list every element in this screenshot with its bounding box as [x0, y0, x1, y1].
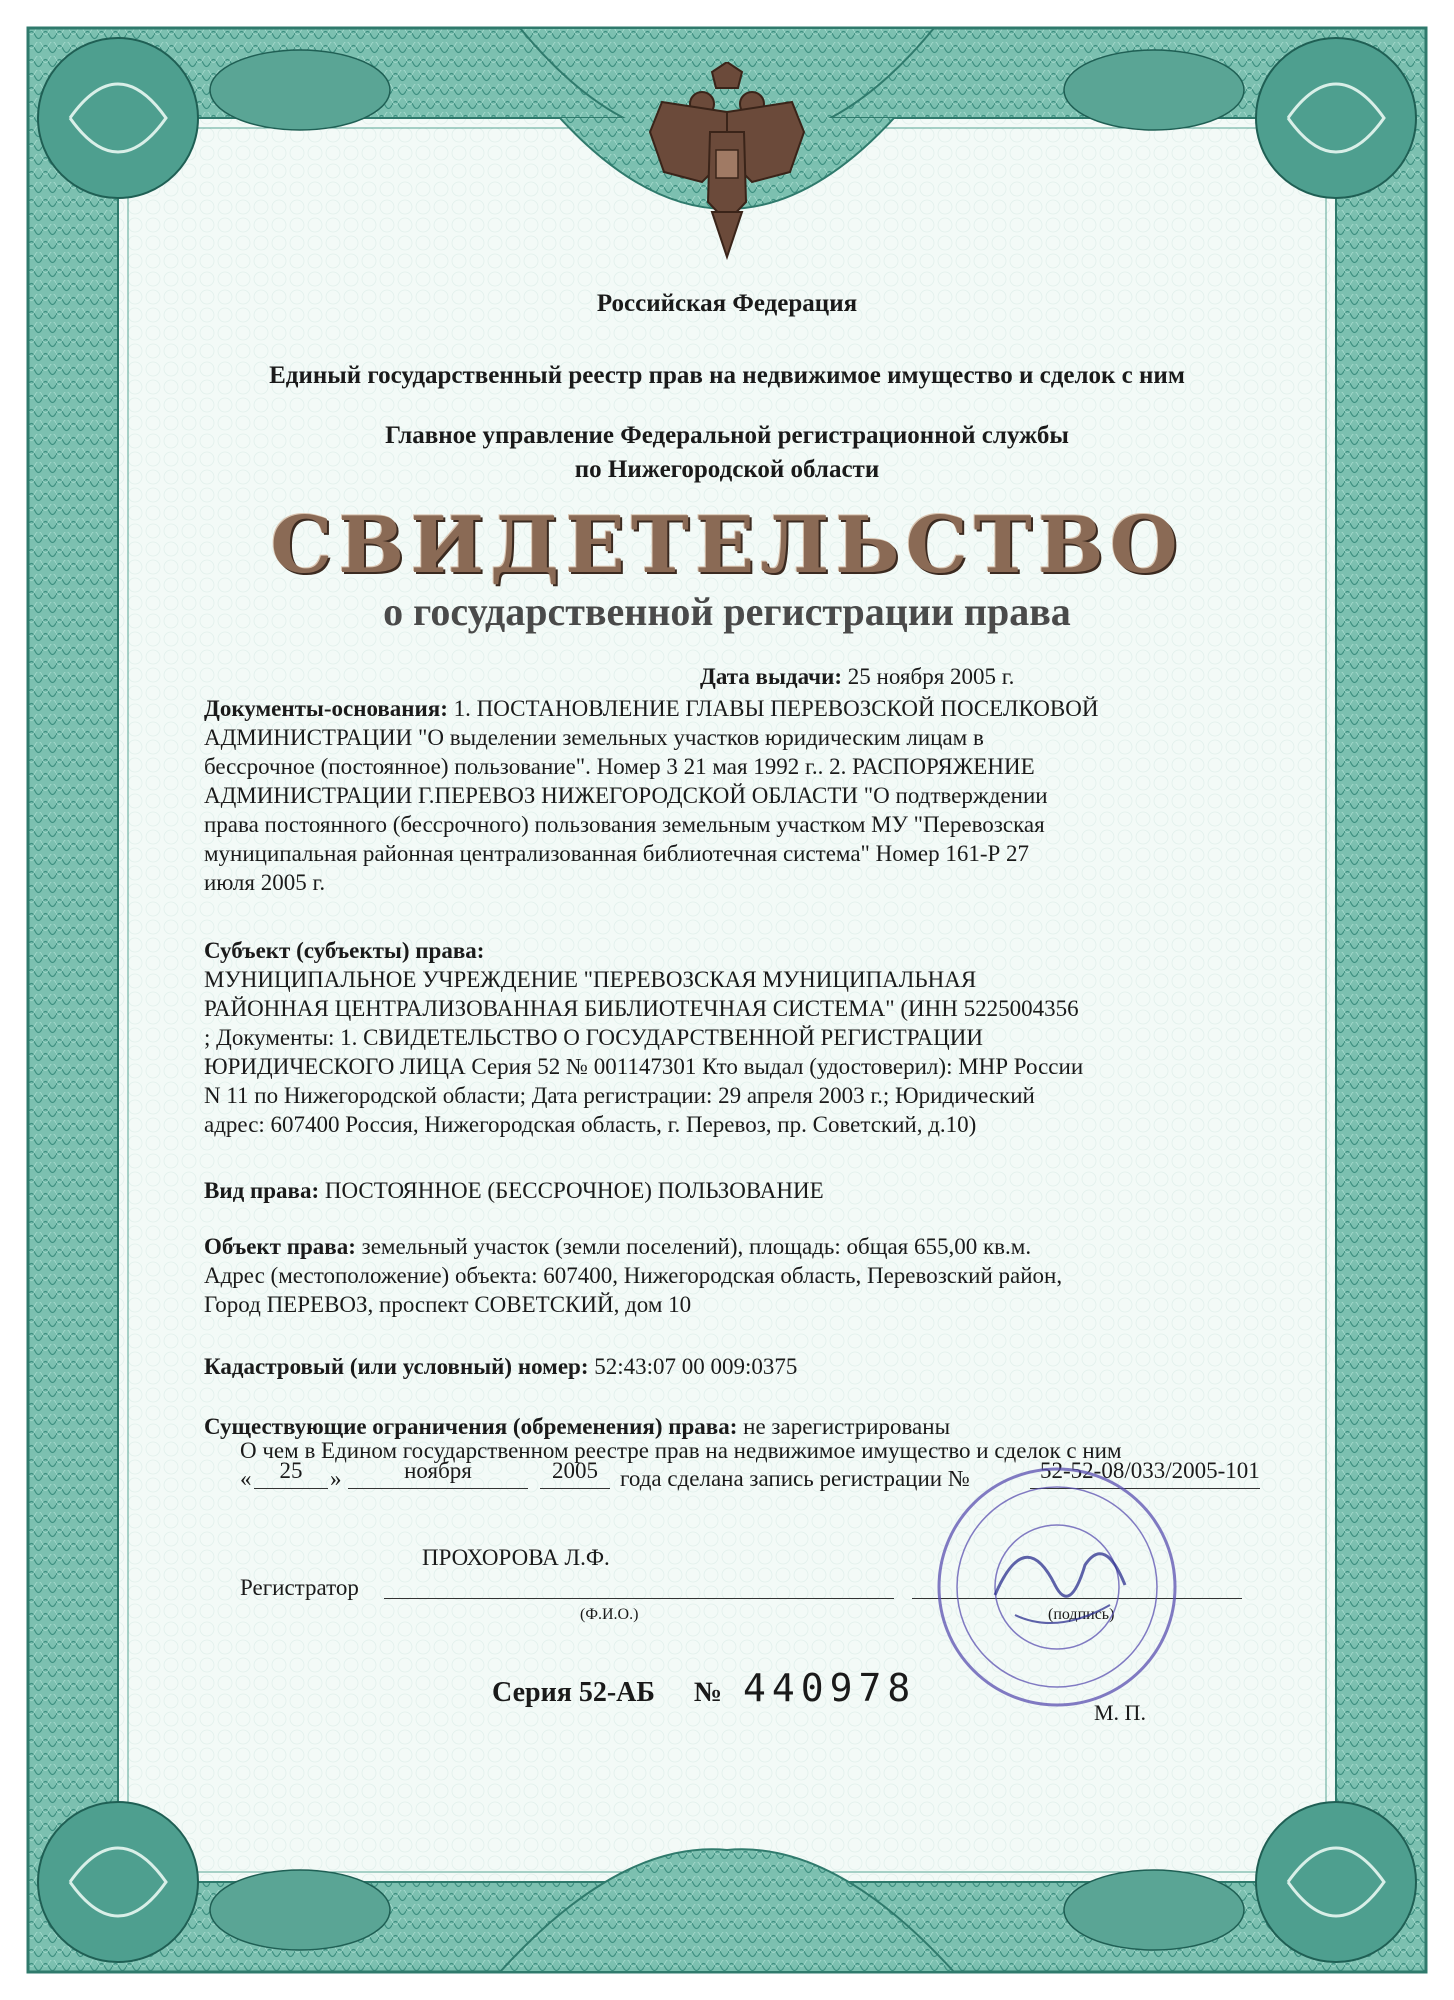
object-label: Объект права:	[204, 1234, 356, 1259]
limitations	[204, 1412, 1224, 1441]
authority-heading-line1: Главное управление Федеральной регистрационной службы	[385, 422, 1069, 449]
documents-line: муниципальная районная централизованная библиотечная система" Номер 161-Р 27	[204, 841, 1030, 866]
subject-line: ; Документы: 1. СВИДЕТЕЛЬСТВО О ГОСУДАРСТВЕННОЙ РЕГИСТРАЦИИ	[204, 1025, 983, 1050]
record-close-quote: »	[330, 1466, 342, 1491]
limitations-value: не зарегистрированы	[743, 1414, 951, 1439]
record-day-line	[254, 1488, 328, 1489]
stamp-place-mark: М. П.	[1094, 1700, 1146, 1725]
limitations-label: Существующие ограничения (обременения) права:	[204, 1414, 738, 1439]
subject-line: РАЙОННАЯ ЦЕНТРАЛИЗОВАННАЯ БИБЛИОТЕЧНАЯ СИСТЕМА" (ИНН 5225004356	[204, 996, 1079, 1021]
documents-basis	[204, 694, 1224, 897]
record-month: ноября	[404, 1458, 472, 1483]
number-sign: №	[693, 1677, 723, 1708]
right-type	[204, 1176, 1224, 1205]
record-number: 52-52-08/033/2005-101	[1040, 1458, 1260, 1483]
object-line: Адрес (местоположение) объекта: 607400, Нижегородская область, Перевозский район,	[204, 1263, 1063, 1288]
cadastral-label: Кадастровый (или условный) номер:	[204, 1354, 589, 1379]
object-section	[204, 1232, 1224, 1319]
record-text: года сделана запись регистрации №	[620, 1466, 970, 1491]
registrar-name-line	[384, 1598, 894, 1599]
fio-caption: (Ф.И.О.)	[580, 1606, 639, 1623]
issue-date-value: 25 ноября 2005 г.	[847, 664, 1015, 689]
registrar-label: Регистратор	[240, 1575, 359, 1600]
issue-date	[700, 664, 1014, 690]
document-subtitle: о государственной регистрации права	[383, 589, 1071, 634]
document-title: СВИДЕТЕЛЬСТВО	[270, 500, 1184, 591]
subject-label: Субъект (субъекты) права:	[204, 938, 485, 963]
documents-line: права постоянного (бессрочного) пользования земельным участком МУ "Перевозская	[204, 812, 1045, 837]
object-line: земельный участок (земли поселений), площадь: общая 655,00 кв.м.	[361, 1234, 1032, 1259]
issue-date-label: Дата выдачи:	[700, 664, 843, 689]
series-number	[492, 1666, 916, 1710]
registrar-name: ПРОХОРОВА Л.Ф.	[422, 1545, 610, 1570]
record-year: 2005	[552, 1458, 598, 1483]
certificate-number: 440978	[743, 1666, 917, 1710]
object-line: Город ПЕРЕВОЗ, проспект СОВЕТСКИЙ, дом 10	[204, 1292, 692, 1317]
authority-heading-line2: по Нижегородской области	[574, 456, 880, 483]
documents-line: АДМИНИСТРАЦИИ Г.ПЕРЕВОЗ НИЖЕГОРОДСКОЙ ОБЛАСТИ "О подтверждении	[204, 783, 1048, 808]
record-open-quote: «	[240, 1466, 252, 1491]
record-year-line	[540, 1488, 610, 1489]
record-month-line	[348, 1488, 528, 1489]
documents-label: Документы-основания:	[204, 696, 448, 721]
cadastral-value: 52:43:07 00 009:0375	[594, 1354, 798, 1379]
cadastral-number	[204, 1352, 1224, 1381]
official-stamp-icon	[935, 1465, 1180, 1710]
subject-line: N 11 по Нижегородской области; Дата регистрации: 29 апреля 2003 г.; Юридический	[204, 1083, 1035, 1108]
right-type-label: Вид права:	[204, 1178, 320, 1203]
right-type-value: ПОСТОЯННОЕ (БЕССРОЧНОЕ) ПОЛЬЗОВАНИЕ	[324, 1178, 824, 1203]
record-day: 25	[279, 1458, 303, 1483]
subject-line: адрес: 607400 Россия, Нижегородская область, г. Перевоз, пр. Советский, д.10)	[204, 1112, 977, 1137]
record-intro: О чем в Едином государственном реестре прав на недвижимое имущество и сделок с ним	[240, 1438, 1122, 1463]
documents-line: 1. ПОСТАНОВЛЕНИЕ ГЛАВЫ ПЕРЕВОЗСКОЙ ПОСЕЛКОВОЙ	[453, 696, 1099, 721]
subject-line: МУНИЦИПАЛЬНОЕ УЧРЕЖДЕНИЕ "ПЕРЕВОЗСКАЯ МУНИЦИПАЛЬНАЯ	[204, 967, 977, 992]
country-heading: Российская Федерация	[596, 290, 858, 317]
subject-section	[204, 936, 1224, 1139]
series-label: Серия 52-АБ	[492, 1677, 655, 1708]
signature-caption: (подпись)	[1048, 1606, 1115, 1623]
documents-line: АДМИНИСТРАЦИИ "О выделении земельных участков юридическим лицам в	[204, 725, 984, 750]
subject-line: ЮРИДИЧЕСКОГО ЛИЦА Серия 52 № 001147301 Кто выдал (удостоверил): МНР России	[204, 1054, 1084, 1079]
documents-line: июля 2005 г.	[204, 870, 326, 895]
registry-heading: Единый государственный реестр прав на недвижимое имущество и сделок с ним	[269, 362, 1185, 389]
documents-line: бессрочное (постоянное) пользование". Номер 3 21 мая 1992 г.. 2. РАСПОРЯЖЕНИЕ	[204, 754, 1035, 779]
